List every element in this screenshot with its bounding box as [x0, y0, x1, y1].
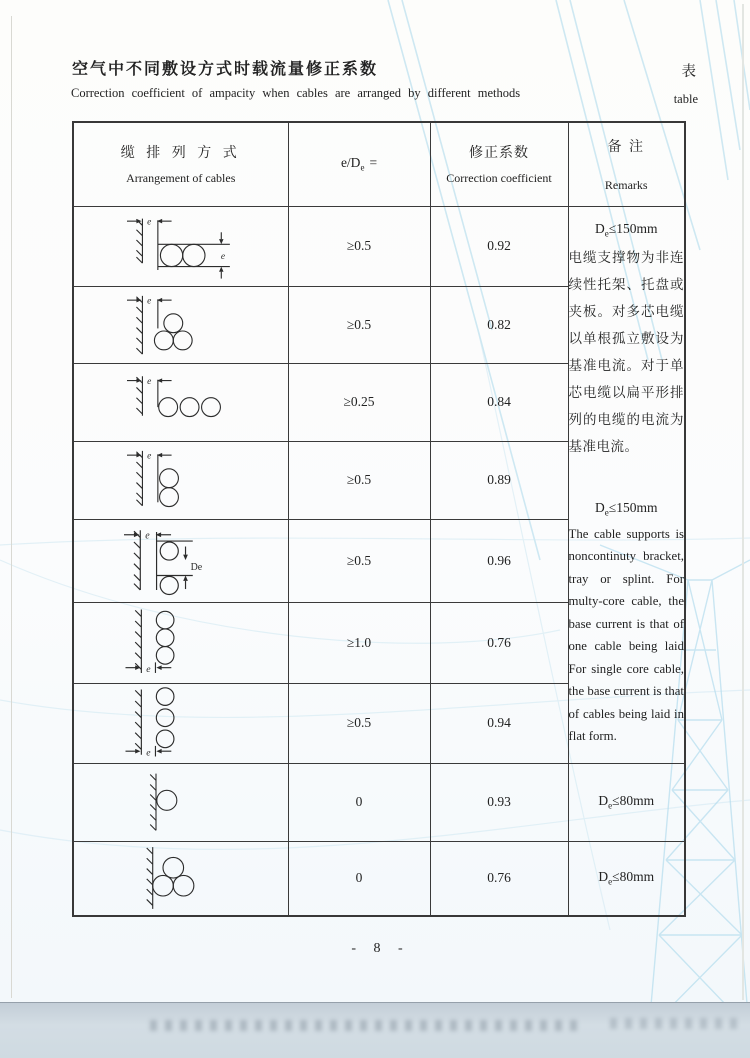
- arrangement-diagram-two-vertical: [73, 441, 288, 519]
- ratio-pre: e/D: [340, 155, 361, 171]
- table-row: [73, 206, 685, 286]
- col-header-remarks-zh: 备 注: [607, 139, 645, 155]
- e-over-de-value: ≥0.25: [288, 363, 430, 441]
- dim-label-e: e: [145, 529, 150, 541]
- spacer: [569, 460, 685, 500]
- remarks-merged-cell: [568, 206, 685, 763]
- remark-cell: [568, 841, 685, 916]
- coefficient-value: 0.76: [430, 841, 568, 916]
- remark-text-zh: 电缆支撑物为非连续性托架、托盘或夹板。对多芯电缆以单根孤立敷设为基准电流。对于单芯电缆以扁平形排列的电缆的电流为基准电流。: [568, 250, 684, 454]
- limit-post: ≤150mm: [608, 221, 658, 237]
- dim-label-e: e: [146, 377, 152, 387]
- dim-label-e: e: [220, 251, 225, 262]
- e-over-de-value: ≥0.5: [288, 286, 430, 363]
- table-row: [73, 763, 685, 841]
- arrangement-diagram-two-spaced-de: [73, 519, 288, 602]
- e-over-de-value: ≥1.0: [288, 602, 430, 683]
- arrangement-diagram-single-on-wall: [73, 763, 288, 841]
- remark-text-en: The cable supports is noncontinuty bracket, tray or splint. For multy-core cable, the base current is that of one cable being laid For single core cable, the base current is that of cables being laid in flat form.: [568, 526, 684, 744]
- arrangement-diagram-two-side-by-side: [73, 206, 288, 286]
- limit-pre: D: [595, 500, 605, 515]
- e-over-de-value: ≥0.5: [288, 206, 430, 286]
- coefficient-value: 0.92: [430, 206, 568, 286]
- page-edge: [11, 16, 12, 998]
- coefficient-value: 0.84: [430, 363, 568, 441]
- e-over-de-value: ≥0.5: [288, 441, 430, 519]
- arrangement-diagram-three-in-row: [73, 363, 288, 441]
- arrangement-diagram-trefoil-bracket: [73, 286, 288, 363]
- coefficient-value: 0.89: [430, 441, 568, 519]
- col-header-arrangement-zh: 缆 排 列 方 式: [120, 146, 241, 162]
- limit-sub: e: [604, 507, 609, 518]
- e-over-de-value: 0: [288, 763, 430, 841]
- arrangement-diagram-three-vertical-spaced: [73, 683, 288, 763]
- col-header-remarks: [568, 122, 685, 206]
- dim-label-e: e: [146, 217, 152, 228]
- correction-coefficient-table: [72, 121, 686, 917]
- coefficient-value: 0.93: [430, 763, 568, 841]
- arrangement-diagram-three-vertical-touching: [73, 602, 288, 683]
- table-mark-en: table: [673, 92, 698, 106]
- limit-sub: e: [608, 877, 613, 888]
- limit-pre: D: [598, 869, 609, 885]
- page-number: - 8 -: [351, 941, 405, 956]
- arrangement-diagram-trefoil-on-wall: [73, 841, 288, 916]
- col-header-ratio: [288, 122, 430, 206]
- limit-pre: D: [598, 793, 609, 809]
- coefficient-value: 0.76: [430, 602, 568, 683]
- col-header-arrangement-en: Arrangement of cables: [126, 171, 236, 186]
- table-row: [73, 841, 685, 916]
- limit-sub: e: [604, 229, 609, 239]
- limit-post: ≤150mm: [608, 500, 658, 515]
- table-mark-zh: 表: [681, 64, 696, 80]
- coefficient-value: 0.94: [430, 683, 568, 763]
- document-title-zh: 空气中不同敷设方式时载流量修正系数: [72, 61, 379, 78]
- limit-post: ≤80mm: [612, 869, 655, 885]
- scan-artifact: [610, 1018, 740, 1029]
- coefficient-value: 0.96: [430, 519, 568, 602]
- dim-label-e: e: [145, 663, 151, 675]
- col-header-coefficient: [430, 122, 568, 206]
- limit-pre: D: [595, 221, 605, 237]
- e-over-de-value: ≥0.5: [288, 519, 430, 602]
- ratio-sub: e: [360, 163, 365, 174]
- document-title-en: Correction coefficient of ampacity when cables are arranged by different methods: [71, 86, 521, 100]
- col-header-coefficient-en: Correction coefficient: [446, 171, 552, 186]
- scan-artifact: [150, 1020, 580, 1031]
- e-over-de-value: 0: [288, 841, 430, 916]
- page-edge: [742, 4, 744, 1000]
- limit-post: ≤80mm: [612, 793, 655, 809]
- col-header-arrangement: [73, 122, 288, 206]
- dim-label-e: e: [145, 747, 151, 759]
- ratio-eq: =: [369, 155, 378, 171]
- e-over-de-value: ≥0.5: [288, 683, 430, 763]
- remark-limit-zh: [569, 221, 685, 239]
- coefficient-value: 0.82: [430, 286, 568, 363]
- remark-cell: [568, 763, 685, 841]
- dim-label-e: e: [146, 451, 152, 462]
- remark-limit-en: [569, 500, 685, 518]
- col-header-remarks-en: Remarks: [604, 177, 648, 192]
- dim-label-e: e: [146, 296, 152, 307]
- header-row: [73, 122, 685, 206]
- col-header-coefficient-zh: 修正系数: [469, 146, 529, 162]
- limit-sub: e: [608, 800, 613, 811]
- dim-label-de: De: [190, 561, 202, 573]
